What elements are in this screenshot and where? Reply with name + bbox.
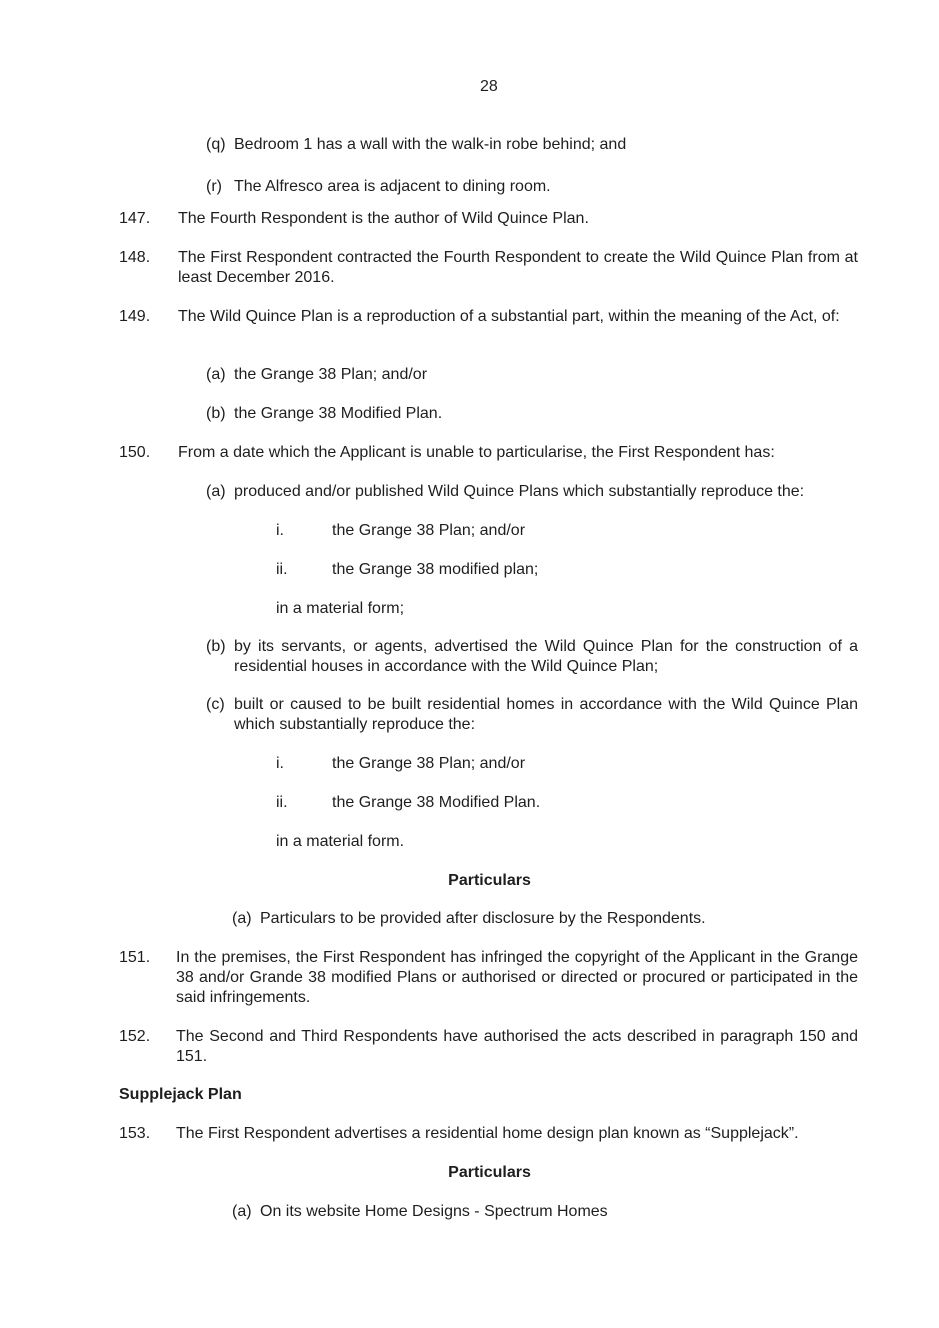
paragraph-text-150: From a date which the Applicant is unable to particularise, the First Respondent has: (178, 444, 775, 461)
particulars-heading-150: Particulars (448, 872, 531, 889)
page-number: 28 (480, 78, 498, 95)
item-text-150a: produced and/or published Wild Quince Plans which substantially reproduce the: (234, 483, 805, 500)
paragraph-number-148: 148. (119, 249, 151, 266)
subitem-text-150c-i: the Grange 38 Plan; and/or (332, 755, 526, 772)
paragraph-text-149: The Wild Quince Plan is a reproduction of a substantial part, within the meaning of the Act, of: (178, 308, 840, 325)
paragraph-number-147: 147. (119, 210, 151, 227)
paragraph-number-151: 151. (119, 949, 151, 966)
item-text-r: The Alfresco area is adjacent to dining room. (234, 178, 551, 195)
section-heading-supplejack: Supplejack Plan (119, 1086, 242, 1103)
item-label-150c: (c) (206, 696, 225, 713)
paragraph-text-152: The Second and Third Respondents have authorised the acts described in paragraph 150 and 151. (176, 1028, 858, 1065)
particulars-label-150a: (a) (232, 910, 252, 927)
paragraph-text-151: In the premises, the First Respondent has infringed the copyright of the Applicant in the Grange 38 and/or Grande 38 modified Plans or authorised or directed or procured or participated in the said infringements. (176, 949, 858, 1006)
paragraph-number-153: 153. (119, 1125, 151, 1142)
subitem-label-150a-ii: ii. (276, 561, 288, 578)
item-text-150c: built or caused to be built residential homes in accordance with the Wild Quince Plan which substantially reproduce the: (234, 696, 858, 733)
particulars-text-150a: Particulars to be provided after disclosure by the Respondents. (260, 910, 706, 927)
particulars-text-153a: On its website Home Designs - Spectrum Homes (260, 1203, 608, 1220)
subitem-label-150c-i: i. (276, 755, 284, 772)
item-text-149a: the Grange 38 Plan; and/or (234, 366, 428, 383)
paragraph-text-147: The Fourth Respondent is the author of Wild Quince Plan. (178, 210, 589, 227)
item-label-150b: (b) (206, 638, 226, 655)
paragraph-number-150: 150. (119, 444, 151, 461)
subitem-tail-150a: in a material form; (276, 600, 405, 617)
paragraph-number-149: 149. (119, 308, 151, 325)
subitem-text-150a-i: the Grange 38 Plan; and/or (332, 522, 526, 539)
item-text-q: Bedroom 1 has a wall with the walk-in robe behind; and (234, 136, 627, 153)
paragraph-text-153: The First Respondent advertises a residential home design plan known as “Supplejack”. (176, 1125, 799, 1142)
subitem-label-150a-i: i. (276, 522, 284, 539)
subitem-text-150a-ii: the Grange 38 modified plan; (332, 561, 539, 578)
item-text-150b: by its servants, or agents, advertised the Wild Quince Plan for the construction of a residential houses in accordance with the Wild Quince Plan; (234, 638, 858, 675)
item-label-149b: (b) (206, 405, 226, 422)
particulars-heading-153: Particulars (448, 1164, 531, 1181)
paragraph-text-148: The First Respondent contracted the Fourth Respondent to create the Wild Quince Plan from at least December 2016. (178, 249, 858, 286)
subitem-text-150c-ii: the Grange 38 Modified Plan. (332, 794, 541, 811)
item-text-149b: the Grange 38 Modified Plan. (234, 405, 443, 422)
subitem-tail-150c: in a material form. (276, 833, 405, 850)
subitem-label-150c-ii: ii. (276, 794, 288, 811)
item-label-149a: (a) (206, 366, 226, 383)
paragraph-number-152: 152. (119, 1028, 151, 1045)
item-label-150a: (a) (206, 483, 226, 500)
item-label-r: (r) (206, 178, 222, 195)
particulars-label-153a: (a) (232, 1203, 252, 1220)
item-label-q: (q) (206, 136, 226, 153)
